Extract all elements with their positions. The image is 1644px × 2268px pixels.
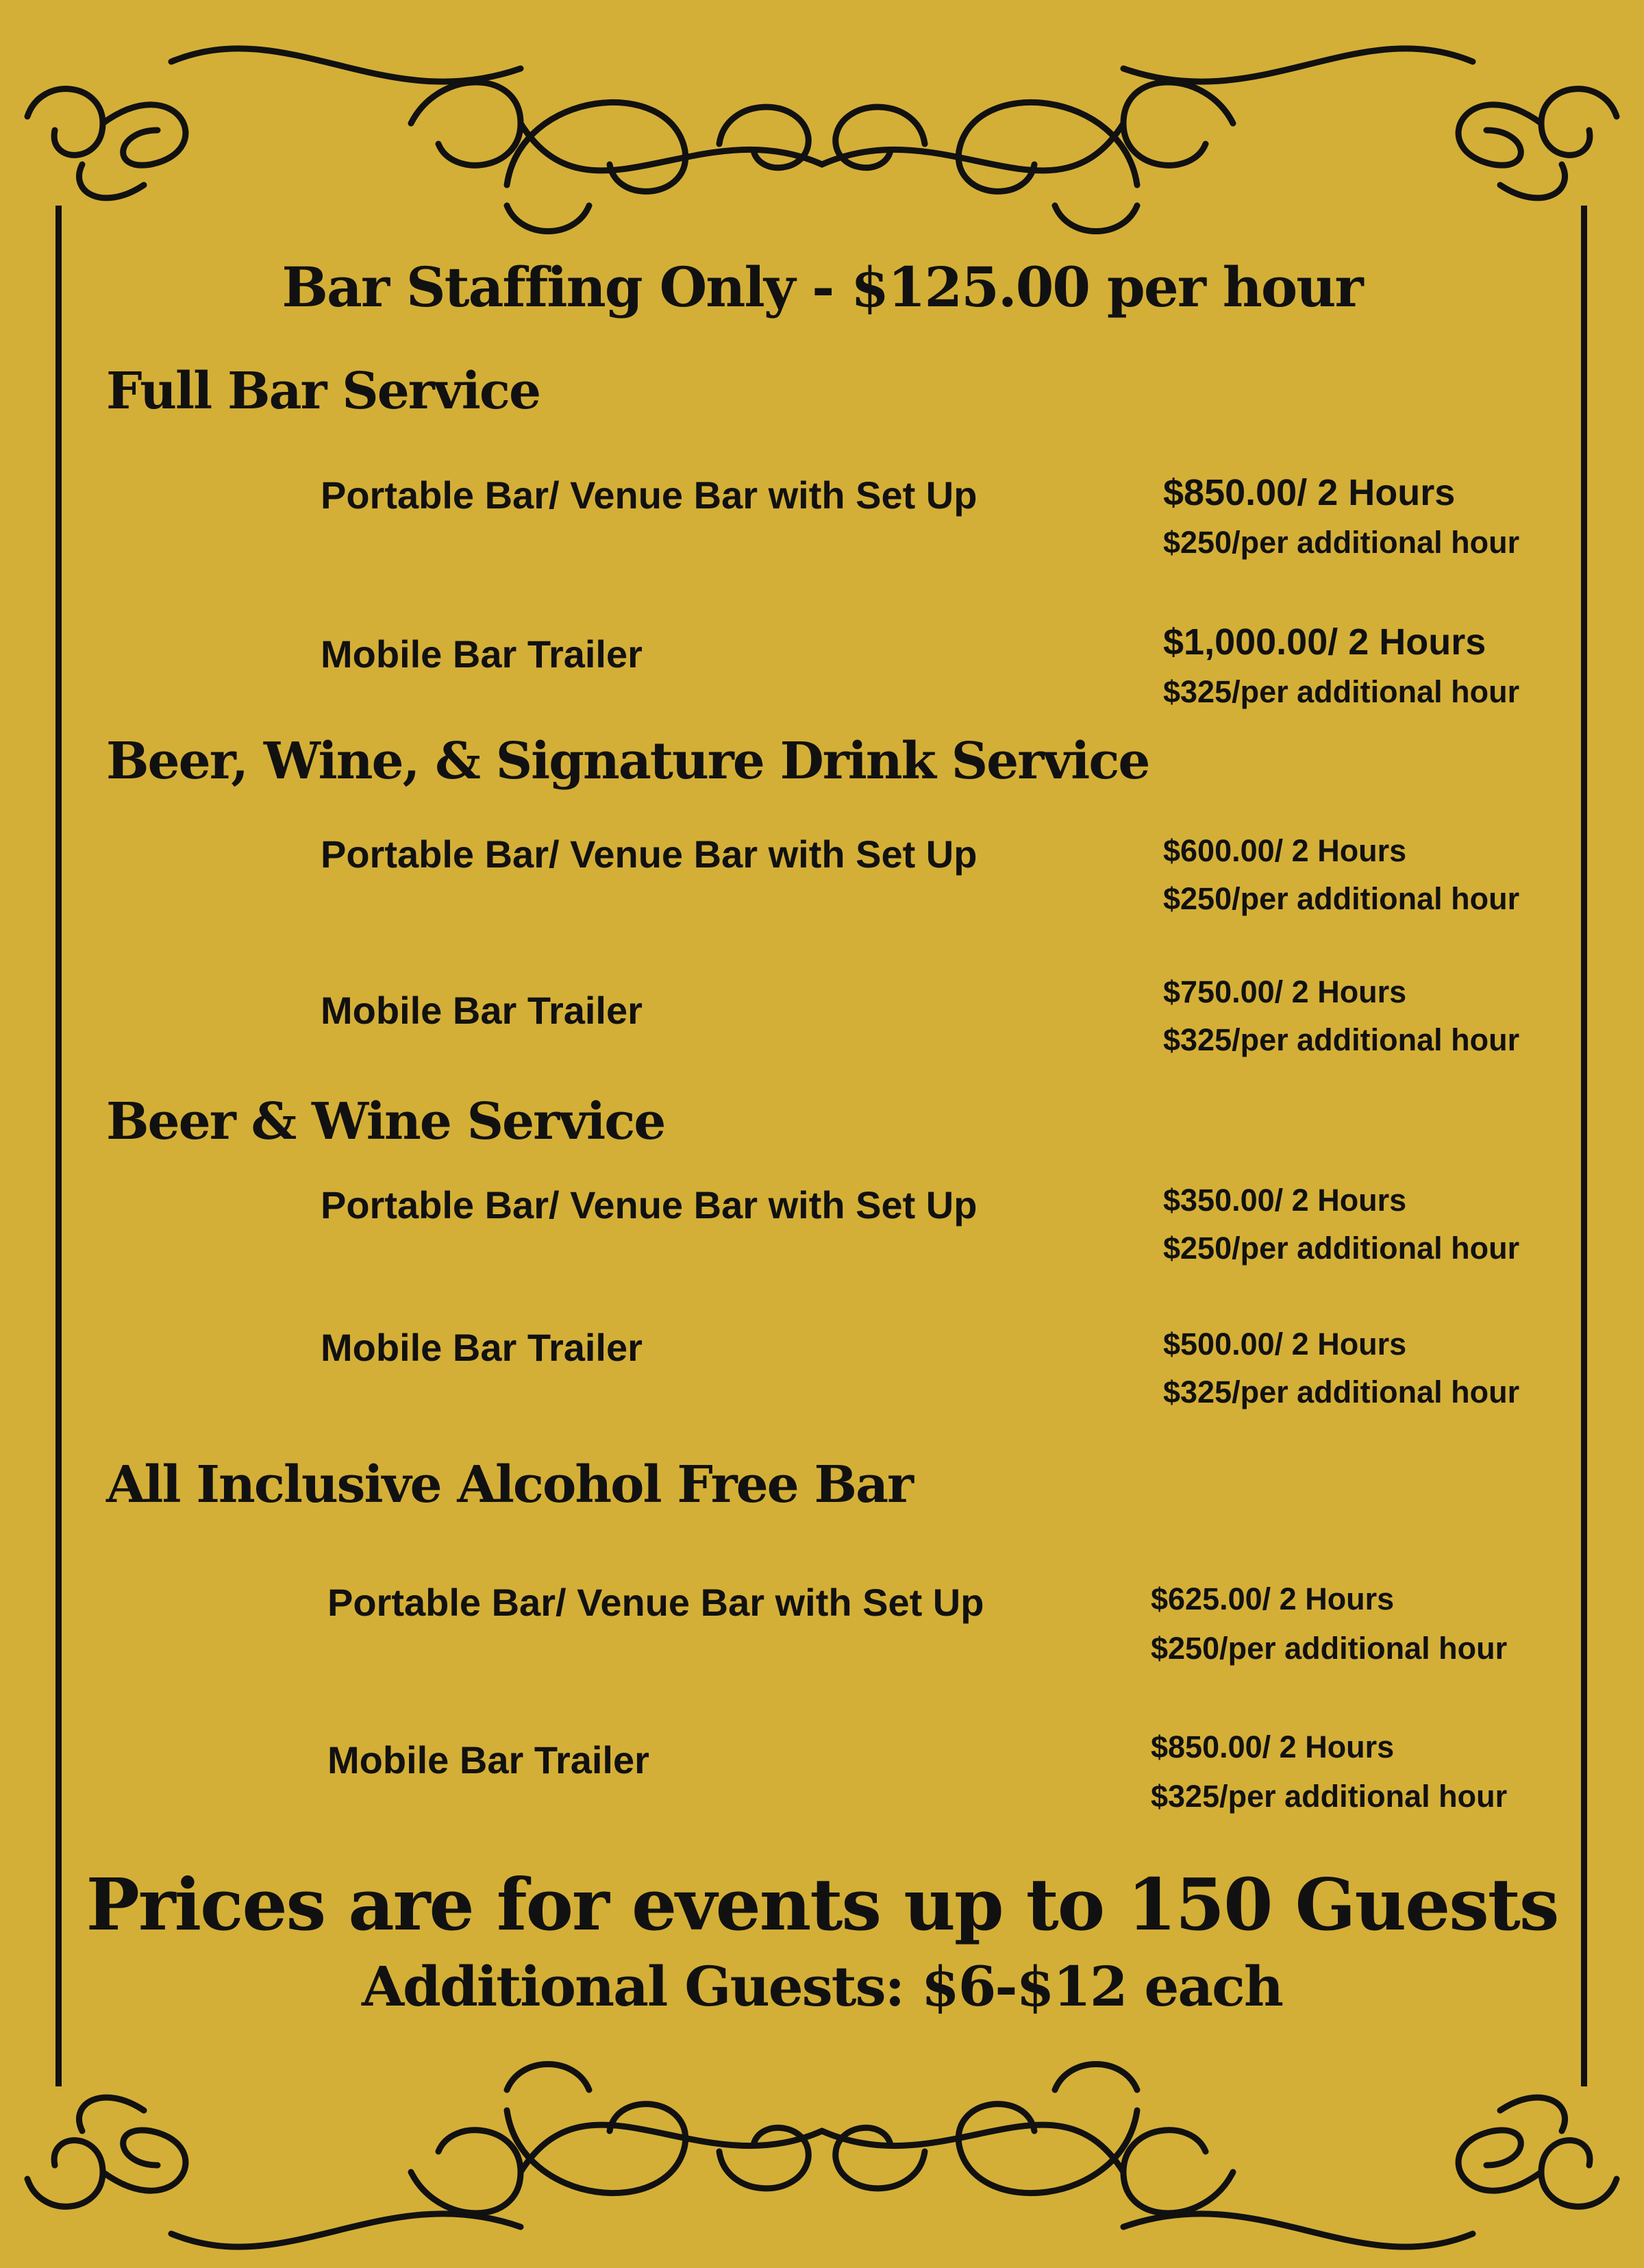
item-additional-rate: $250/per additional hour (1163, 1231, 1520, 1266)
item-additional-rate: $250/per additional hour (1151, 1631, 1508, 1666)
item-additional-rate: $325/per additional hour (1163, 674, 1520, 709)
section-heading-full-bar: Full Bar Service (106, 362, 540, 421)
item-label: Mobile Bar Trailer (321, 632, 643, 676)
item-label: Portable Bar/ Venue Bar with Set Up (327, 1581, 984, 1624)
item-additional-rate: $325/per additional hour (1163, 1022, 1520, 1057)
item-price: $750.00/ 2 Hours (1163, 974, 1407, 1009)
page-title: Bar Staffing Only - $125.00 per hour (282, 255, 1362, 319)
item-price: $625.00/ 2 Hours (1151, 1581, 1395, 1616)
flourish-ornament-bottom-icon (0, 2035, 1644, 2268)
item-label: Mobile Bar Trailer (327, 1738, 649, 1782)
item-label: Portable Bar/ Venue Bar with Set Up (321, 1183, 977, 1227)
flourish-ornament-top-icon (0, 27, 1644, 260)
additional-guests-note: Additional Guests: $6-$12 each (361, 1954, 1283, 2019)
item-label: Mobile Bar Trailer (321, 989, 643, 1032)
left-border-rule (55, 206, 62, 2086)
item-price: $1,000.00/ 2 Hours (1163, 621, 1486, 663)
item-price: $500.00/ 2 Hours (1163, 1327, 1407, 1361)
section-heading-alcohol-free: All Inclusive Alcohol Free Bar (106, 1455, 913, 1514)
item-price: $600.00/ 2 Hours (1163, 833, 1407, 868)
item-additional-rate: $250/per additional hour (1163, 881, 1520, 916)
item-additional-rate: $250/per additional hour (1163, 525, 1520, 560)
item-additional-rate: $325/per additional hour (1163, 1375, 1520, 1409)
item-price: $850.00/ 2 Hours (1163, 472, 1456, 513)
item-price: $850.00/ 2 Hours (1151, 1729, 1395, 1764)
item-label: Portable Bar/ Venue Bar with Set Up (321, 473, 977, 517)
guest-limit-note: Prices are for events up to 150 Guests (86, 1862, 1558, 1947)
item-price: $350.00/ 2 Hours (1163, 1183, 1407, 1218)
section-heading-beer-wine-signature: Beer, Wine, & Signature Drink Service (106, 732, 1149, 791)
item-label: Portable Bar/ Venue Bar with Set Up (321, 833, 977, 876)
item-label: Mobile Bar Trailer (321, 1326, 643, 1369)
item-additional-rate: $325/per additional hour (1151, 1779, 1508, 1814)
right-border-rule (1581, 206, 1587, 2086)
section-heading-beer-wine: Beer & Wine Service (106, 1092, 665, 1151)
